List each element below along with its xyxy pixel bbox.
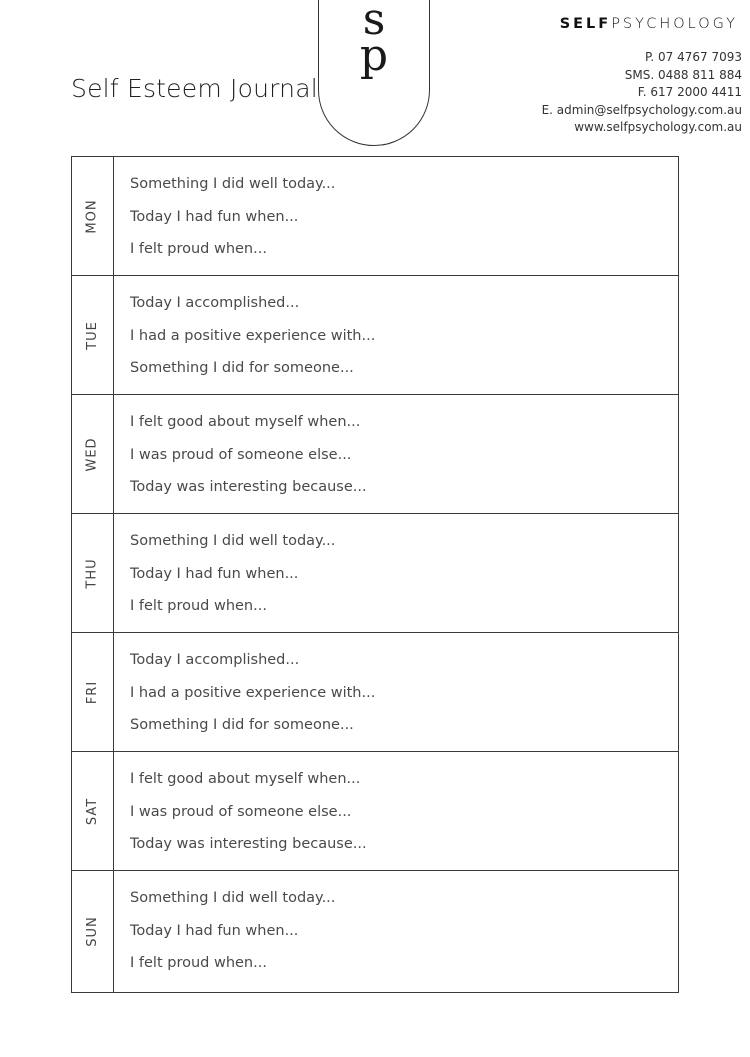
contact-email: E. admin@selfpsychology.com.au bbox=[541, 102, 742, 117]
prompt-list[interactable] bbox=[114, 276, 678, 394]
prompt: Something I did for someone... bbox=[130, 717, 354, 733]
day-cell bbox=[72, 633, 114, 751]
prompt: Something I did well today... bbox=[130, 533, 336, 549]
brand-name-light: PSYCHOLOGY bbox=[611, 16, 738, 32]
contact-fax: F. 617 2000 4411 bbox=[637, 85, 742, 99]
day-cell bbox=[72, 276, 114, 394]
prompt-list[interactable] bbox=[114, 752, 678, 870]
prompt: Something I did well today... bbox=[130, 890, 336, 906]
day-label: WED bbox=[84, 436, 100, 472]
prompt: I felt proud when... bbox=[130, 241, 267, 257]
prompt: I was proud of someone else... bbox=[130, 446, 352, 463]
prompt: Today I had fun when... bbox=[130, 922, 299, 939]
day-row-wed bbox=[72, 395, 678, 514]
day-cell bbox=[72, 871, 114, 992]
prompt: Today I accomplished... bbox=[130, 295, 300, 311]
prompt: Today I accomplished... bbox=[130, 652, 300, 668]
journal-table bbox=[71, 156, 679, 993]
day-row-tue bbox=[72, 276, 678, 395]
prompt: I had a positive experience with... bbox=[130, 684, 376, 701]
brand-name-bold: SELF bbox=[559, 16, 612, 32]
prompt-list[interactable] bbox=[114, 871, 678, 992]
day-cell bbox=[72, 157, 114, 275]
prompt-list[interactable] bbox=[114, 395, 678, 513]
page-title: Self Esteem Journal bbox=[71, 74, 318, 103]
contact-sms: SMS. 0488 811 884 bbox=[624, 67, 742, 82]
logo-letter-p: p bbox=[359, 30, 389, 81]
contact-website: www.selfpsychology.com.au bbox=[574, 120, 742, 134]
logo-letter-s: s bbox=[362, 0, 386, 45]
day-cell bbox=[72, 514, 114, 632]
prompt: I felt good about myself when... bbox=[130, 414, 361, 430]
prompt: Today I had fun when... bbox=[130, 565, 299, 582]
day-label: MON bbox=[85, 198, 100, 234]
prompt-list[interactable] bbox=[114, 633, 678, 751]
day-label: SUN bbox=[85, 916, 100, 947]
contact-phone: P. 07 4767 7093 bbox=[645, 50, 742, 64]
day-label: THU bbox=[84, 557, 100, 589]
day-label: FRI bbox=[84, 680, 100, 704]
day-label: SAT bbox=[84, 797, 100, 825]
prompt: I had a positive experience with... bbox=[130, 327, 376, 344]
brand-name bbox=[560, 16, 738, 32]
prompt: I felt proud when... bbox=[130, 598, 267, 614]
prompt: Something I did well today... bbox=[130, 176, 336, 192]
prompt: I felt proud when... bbox=[130, 955, 267, 971]
prompt: Today was interesting because... bbox=[130, 479, 367, 495]
prompt-list[interactable] bbox=[114, 157, 678, 275]
day-cell bbox=[72, 752, 114, 870]
day-label: TUE bbox=[84, 320, 100, 350]
prompt: I was proud of someone else... bbox=[130, 803, 352, 820]
day-row-thu bbox=[72, 514, 678, 633]
prompt-list[interactable] bbox=[114, 514, 678, 632]
prompt: Today I had fun when... bbox=[130, 208, 299, 225]
logo bbox=[318, 2, 430, 80]
day-row-sat bbox=[72, 752, 678, 871]
day-row-fri bbox=[72, 633, 678, 752]
contact-details bbox=[542, 49, 742, 137]
prompt: Today was interesting because... bbox=[130, 836, 367, 852]
day-cell bbox=[72, 395, 114, 513]
day-row-sun bbox=[72, 871, 678, 992]
day-row-mon bbox=[72, 157, 678, 276]
prompt: I felt good about myself when... bbox=[130, 771, 361, 787]
prompt: Something I did for someone... bbox=[130, 360, 354, 376]
